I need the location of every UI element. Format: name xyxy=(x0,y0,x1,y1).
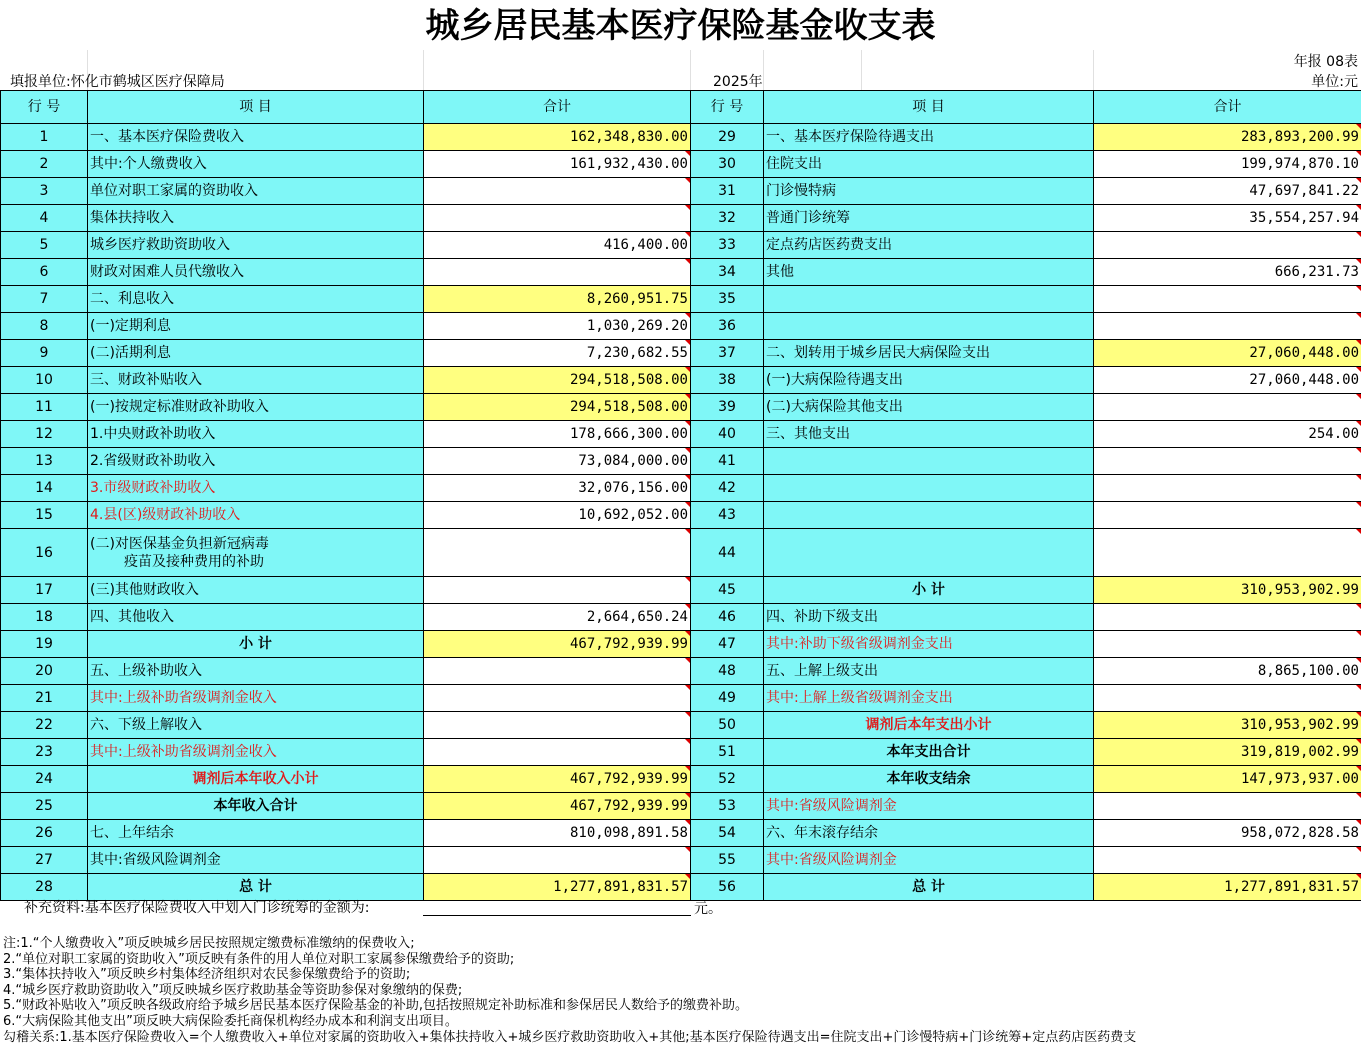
right-row-item: 定点药店医药费支出 xyxy=(764,232,1094,259)
right-row-item: 三、其他支出 xyxy=(764,421,1094,448)
note-line: 勾稽关系:1.基本医疗保险费收入=个人缴费收入+单位对家属的资助收入+集体扶持收入+城乡医疗救助资助收入+其他;基本医疗保险待遇支出=住院支出+门诊慢特病+门诊统筹+定点药店医药费支 xyxy=(3,1029,1137,1045)
right-row-value[interactable] xyxy=(1094,631,1361,658)
right-row-item: 其中:省级风险调剂金 xyxy=(764,847,1094,874)
right-row-no: 45 xyxy=(691,577,764,604)
right-row-item: 住院支出 xyxy=(764,151,1094,178)
left-row-item: (二)活期利息 xyxy=(88,340,424,367)
right-row-value[interactable]: 283,893,200.99 xyxy=(1094,124,1361,151)
left-row-value[interactable]: 294,518,508.00 xyxy=(424,367,691,394)
left-row-value[interactable]: 161,932,430.00 xyxy=(424,151,691,178)
left-row-value[interactable]: 10,692,052.00 xyxy=(424,502,691,529)
note-line: 4.“城乡医疗救助资助收入”项反映城乡医疗救助基金等资助参保对象缴纳的保费; xyxy=(3,982,463,998)
right-row-no: 44 xyxy=(691,529,764,577)
left-row-item: 集体扶持收入 xyxy=(88,205,424,232)
right-row-no: 48 xyxy=(691,658,764,685)
report-code: 年报 08表 xyxy=(1293,54,1358,70)
right-row-item: 五、上解上级支出 xyxy=(764,658,1094,685)
right-row-value[interactable] xyxy=(1094,394,1361,421)
left-row-value[interactable]: 294,518,508.00 xyxy=(424,394,691,421)
left-row-no: 27 xyxy=(1,847,88,874)
right-row-item: 一、基本医疗保险待遇支出 xyxy=(764,124,1094,151)
left-row-no: 7 xyxy=(1,286,88,313)
left-row-item-line: 疫苗及接种费用的补助 xyxy=(124,553,264,570)
table-row xyxy=(1,820,1361,847)
right-row-value[interactable] xyxy=(1094,847,1361,874)
left-row-no: 18 xyxy=(1,604,88,631)
left-row-value[interactable]: 162,348,830.00 xyxy=(424,124,691,151)
right-row-no: 36 xyxy=(691,313,764,340)
right-row-value[interactable]: 1,277,891,831.57 xyxy=(1094,874,1361,901)
left-row-item: (三)其他财政收入 xyxy=(88,577,424,604)
left-row-item: 其中:个人缴费收入 xyxy=(88,151,424,178)
right-row-no: 43 xyxy=(691,502,764,529)
left-row-item: 二、利息收入 xyxy=(88,286,424,313)
table-row xyxy=(1,847,1361,874)
header-no-right: 行 号 xyxy=(691,91,764,124)
right-row-no: 46 xyxy=(691,604,764,631)
left-row-item: 总 计 xyxy=(88,874,424,901)
right-row-no: 37 xyxy=(691,340,764,367)
right-row-no: 32 xyxy=(691,205,764,232)
reporting-unit: 填报单位:怀化市鹤城区医疗保障局 xyxy=(10,74,225,90)
left-row-value[interactable]: 73,084,000.00 xyxy=(424,448,691,475)
table-row xyxy=(1,205,1361,232)
right-row-item xyxy=(764,529,1094,577)
right-row-no: 47 xyxy=(691,631,764,658)
right-row-value[interactable] xyxy=(1094,448,1361,475)
left-row-value[interactable] xyxy=(424,847,691,874)
table-row xyxy=(1,178,1361,205)
left-row-no: 17 xyxy=(1,577,88,604)
left-row-value[interactable] xyxy=(424,178,691,205)
table-row xyxy=(1,739,1361,766)
table-row xyxy=(1,874,1361,901)
right-row-value[interactable]: 958,072,828.58 xyxy=(1094,820,1361,847)
right-row-value[interactable]: 147,973,937.00 xyxy=(1094,766,1361,793)
right-row-item xyxy=(764,475,1094,502)
left-row-item: 本年收入合计 xyxy=(88,793,424,820)
left-row-value[interactable] xyxy=(424,685,691,712)
left-row-item: 四、其他收入 xyxy=(88,604,424,631)
right-row-item: 本年支出合计 xyxy=(764,739,1094,766)
left-row-item-line: (二)对医保基金负担新冠病毒 xyxy=(90,535,269,552)
right-row-value[interactable]: 8,865,100.00 xyxy=(1094,658,1361,685)
left-row-value[interactable]: 1,277,891,831.57 xyxy=(424,874,691,901)
right-row-value[interactable]: 310,953,902.99 xyxy=(1094,712,1361,739)
left-row-no: 6 xyxy=(1,259,88,286)
table-row xyxy=(1,712,1361,739)
right-row-value[interactable] xyxy=(1094,286,1361,313)
right-row-value[interactable]: 310,953,902.99 xyxy=(1094,577,1361,604)
left-row-item: 七、上年结余 xyxy=(88,820,424,847)
left-row-item xyxy=(88,529,424,577)
right-row-no: 52 xyxy=(691,766,764,793)
right-row-item xyxy=(764,502,1094,529)
right-row-value[interactable] xyxy=(1094,475,1361,502)
right-row-item: 四、补助下级支出 xyxy=(764,604,1094,631)
table-row xyxy=(1,529,1361,577)
right-row-no: 29 xyxy=(691,124,764,151)
left-row-item: (一)按规定标准财政补助收入 xyxy=(88,394,424,421)
page-title: 城乡居民基本医疗保险基金收支表 xyxy=(425,6,936,46)
right-row-value[interactable]: 35,554,257.94 xyxy=(1094,205,1361,232)
right-row-no: 49 xyxy=(691,685,764,712)
left-row-no: 10 xyxy=(1,367,88,394)
table-row xyxy=(1,475,1361,502)
right-row-item: 六、年末滚存结余 xyxy=(764,820,1094,847)
left-row-no: 16 xyxy=(1,529,88,577)
left-row-item: 其中:上级补助省级调剂金收入 xyxy=(88,685,424,712)
left-row-no: 8 xyxy=(1,313,88,340)
left-row-no: 11 xyxy=(1,394,88,421)
right-row-value[interactable] xyxy=(1094,502,1361,529)
table-row xyxy=(1,259,1361,286)
note-line: 2.“单位对职工家属的资助收入”项反映有条件的用人单位对职工家属参保缴费给予的资助; xyxy=(3,951,515,967)
right-row-item: (一)大病保险待遇支出 xyxy=(764,367,1094,394)
table-row xyxy=(1,286,1361,313)
right-row-value[interactable]: 254.00 xyxy=(1094,421,1361,448)
left-row-value[interactable]: 467,792,939.99 xyxy=(424,766,691,793)
left-row-value[interactable] xyxy=(424,712,691,739)
left-row-no: 23 xyxy=(1,739,88,766)
left-row-value[interactable] xyxy=(424,577,691,604)
right-row-no: 54 xyxy=(691,820,764,847)
right-row-item: 调剂后本年支出小计 xyxy=(764,712,1094,739)
left-row-value[interactable]: 178,666,300.00 xyxy=(424,421,691,448)
left-row-value[interactable]: 7,230,682.55 xyxy=(424,340,691,367)
left-row-item: 财政对困难人员代缴收入 xyxy=(88,259,424,286)
header-no-left: 行 号 xyxy=(1,91,88,124)
fund-table xyxy=(0,90,1361,901)
right-row-no: 39 xyxy=(691,394,764,421)
right-row-value[interactable]: 47,697,841.22 xyxy=(1094,178,1361,205)
supplement-unit: 元。 xyxy=(694,901,722,917)
supplement-label: 补充资料:基本医疗保险费收入中划入门诊统筹的金额为: xyxy=(24,900,370,916)
left-row-item: 城乡医疗救助资助收入 xyxy=(88,232,424,259)
notes xyxy=(3,936,1136,1045)
right-row-item: 本年收支结余 xyxy=(764,766,1094,793)
right-row-item: (二)大病保险其他支出 xyxy=(764,394,1094,421)
left-row-no: 12 xyxy=(1,421,88,448)
report-year: 2025年 xyxy=(713,74,763,90)
table-row xyxy=(1,232,1361,259)
note-line: 注:1.“个人缴费收入”项反映城乡居民按照规定缴费标准缴纳的保费收入; xyxy=(3,936,415,951)
note-line: 5.“财政补贴收入”项反映各级政府给予城乡居民基本医疗保险基金的补助,包括按照规定补助标准和参保居民人数给予的缴费补助。 xyxy=(3,998,749,1014)
left-row-no: 21 xyxy=(1,685,88,712)
table-row xyxy=(1,367,1361,394)
left-row-value[interactable]: 1,030,269.20 xyxy=(424,313,691,340)
right-row-value[interactable] xyxy=(1094,604,1361,631)
left-row-no: 24 xyxy=(1,766,88,793)
right-row-no: 55 xyxy=(691,847,764,874)
table-row xyxy=(1,604,1361,631)
left-row-no: 4 xyxy=(1,205,88,232)
left-row-no: 9 xyxy=(1,340,88,367)
table-row xyxy=(1,685,1361,712)
left-row-item: 小 计 xyxy=(88,631,424,658)
right-row-no: 51 xyxy=(691,739,764,766)
right-row-item xyxy=(764,448,1094,475)
left-row-no: 2 xyxy=(1,151,88,178)
right-row-item: 二、划转用于城乡居民大病保险支出 xyxy=(764,340,1094,367)
left-row-value[interactable]: 32,076,156.00 xyxy=(424,475,691,502)
header-item-right: 项 目 xyxy=(764,91,1094,124)
note-line: 3.“集体扶持收入”项反映乡村集体经济组织对农民参保缴费给予的资助; xyxy=(3,967,411,983)
left-row-item: 五、上级补助收入 xyxy=(88,658,424,685)
left-row-item: 2.省级财政补助收入 xyxy=(88,448,424,475)
left-row-item: 其中:省级风险调剂金 xyxy=(88,847,424,874)
left-row-no: 13 xyxy=(1,448,88,475)
left-row-value[interactable] xyxy=(424,529,691,577)
right-row-value[interactable]: 199,974,870.10 xyxy=(1094,151,1361,178)
table-row xyxy=(1,766,1361,793)
table-row xyxy=(1,793,1361,820)
right-row-item: 总 计 xyxy=(764,874,1094,901)
right-row-no: 33 xyxy=(691,232,764,259)
right-row-no: 53 xyxy=(691,793,764,820)
table-row xyxy=(1,502,1361,529)
right-row-no: 30 xyxy=(691,151,764,178)
right-row-item: 小 计 xyxy=(764,577,1094,604)
table-row xyxy=(1,631,1361,658)
left-row-item: 4.县(区)级财政补助收入 xyxy=(88,502,424,529)
right-row-item: 其他 xyxy=(764,259,1094,286)
right-row-no: 34 xyxy=(691,259,764,286)
left-row-value[interactable] xyxy=(424,658,691,685)
left-row-no: 26 xyxy=(1,820,88,847)
left-row-item: 六、下级上解收入 xyxy=(88,712,424,739)
left-row-item: 一、基本医疗保险费收入 xyxy=(88,124,424,151)
header-total-left: 合计 xyxy=(424,91,691,124)
right-row-no: 31 xyxy=(691,178,764,205)
right-row-item: 普通门诊统筹 xyxy=(764,205,1094,232)
right-row-item: 其中:补助下级省级调剂金支出 xyxy=(764,631,1094,658)
table-row xyxy=(1,577,1361,604)
right-row-no: 38 xyxy=(691,367,764,394)
table-row xyxy=(1,124,1361,151)
right-row-value[interactable]: 319,819,002.99 xyxy=(1094,739,1361,766)
right-row-item xyxy=(764,313,1094,340)
left-row-item: 三、财政补贴收入 xyxy=(88,367,424,394)
table-row xyxy=(1,448,1361,475)
left-row-item: 3.市级财政补助收入 xyxy=(88,475,424,502)
left-row-item: 调剂后本年收入小计 xyxy=(88,766,424,793)
left-row-item: 其中:上级补助省级调剂金收入 xyxy=(88,739,424,766)
left-row-item: 1.中央财政补助收入 xyxy=(88,421,424,448)
left-row-value[interactable]: 467,792,939.99 xyxy=(424,631,691,658)
table-row xyxy=(1,394,1361,421)
left-row-value[interactable]: 416,400.00 xyxy=(424,232,691,259)
left-row-no: 28 xyxy=(1,874,88,901)
left-row-value[interactable] xyxy=(424,739,691,766)
right-row-value[interactable]: 27,060,448.00 xyxy=(1094,340,1361,367)
supplement-input-line[interactable] xyxy=(423,915,691,916)
right-row-no: 50 xyxy=(691,712,764,739)
right-row-value[interactable] xyxy=(1094,529,1361,577)
right-row-item xyxy=(764,286,1094,313)
left-row-value[interactable]: 810,098,891.58 xyxy=(424,820,691,847)
left-row-no: 25 xyxy=(1,793,88,820)
right-row-item: 门诊慢特病 xyxy=(764,178,1094,205)
left-row-no: 19 xyxy=(1,631,88,658)
right-row-value[interactable] xyxy=(1094,793,1361,820)
left-row-no: 15 xyxy=(1,502,88,529)
header-item-left: 项 目 xyxy=(88,91,424,124)
right-row-value[interactable] xyxy=(1094,232,1361,259)
left-row-no: 3 xyxy=(1,178,88,205)
note-line: 6.“大病保险其他支出”项反映大病保险委托商保机构经办成本和利润支出项目。 xyxy=(3,1013,458,1029)
table-header-row xyxy=(1,91,1361,124)
left-row-no: 1 xyxy=(1,124,88,151)
left-row-value[interactable]: 2,664,650.24 xyxy=(424,604,691,631)
table-row xyxy=(1,421,1361,448)
right-row-item: 其中:上解上级省级调剂金支出 xyxy=(764,685,1094,712)
left-row-no: 20 xyxy=(1,658,88,685)
right-row-value[interactable] xyxy=(1094,685,1361,712)
right-row-no: 56 xyxy=(691,874,764,901)
left-row-value[interactable]: 8,260,951.75 xyxy=(424,286,691,313)
table-row xyxy=(1,151,1361,178)
right-row-value[interactable]: 27,060,448.00 xyxy=(1094,367,1361,394)
header-total-right: 合计 xyxy=(1094,91,1361,124)
left-row-item: (一)定期利息 xyxy=(88,313,424,340)
right-row-no: 35 xyxy=(691,286,764,313)
table-row xyxy=(1,658,1361,685)
currency-unit: 单位:元 xyxy=(1311,74,1358,90)
table-row xyxy=(1,313,1361,340)
right-row-no: 42 xyxy=(691,475,764,502)
right-row-value[interactable] xyxy=(1094,313,1361,340)
left-row-value[interactable]: 467,792,939.99 xyxy=(424,793,691,820)
left-row-item: 单位对职工家属的资助收入 xyxy=(88,178,424,205)
left-row-no: 14 xyxy=(1,475,88,502)
right-row-no: 41 xyxy=(691,448,764,475)
left-row-no: 22 xyxy=(1,712,88,739)
table-row xyxy=(1,340,1361,367)
left-row-value[interactable] xyxy=(424,259,691,286)
right-row-item: 其中:省级风险调剂金 xyxy=(764,793,1094,820)
left-row-no: 5 xyxy=(1,232,88,259)
left-row-value[interactable] xyxy=(424,205,691,232)
right-row-value[interactable]: 666,231.73 xyxy=(1094,259,1361,286)
right-row-no: 40 xyxy=(691,421,764,448)
